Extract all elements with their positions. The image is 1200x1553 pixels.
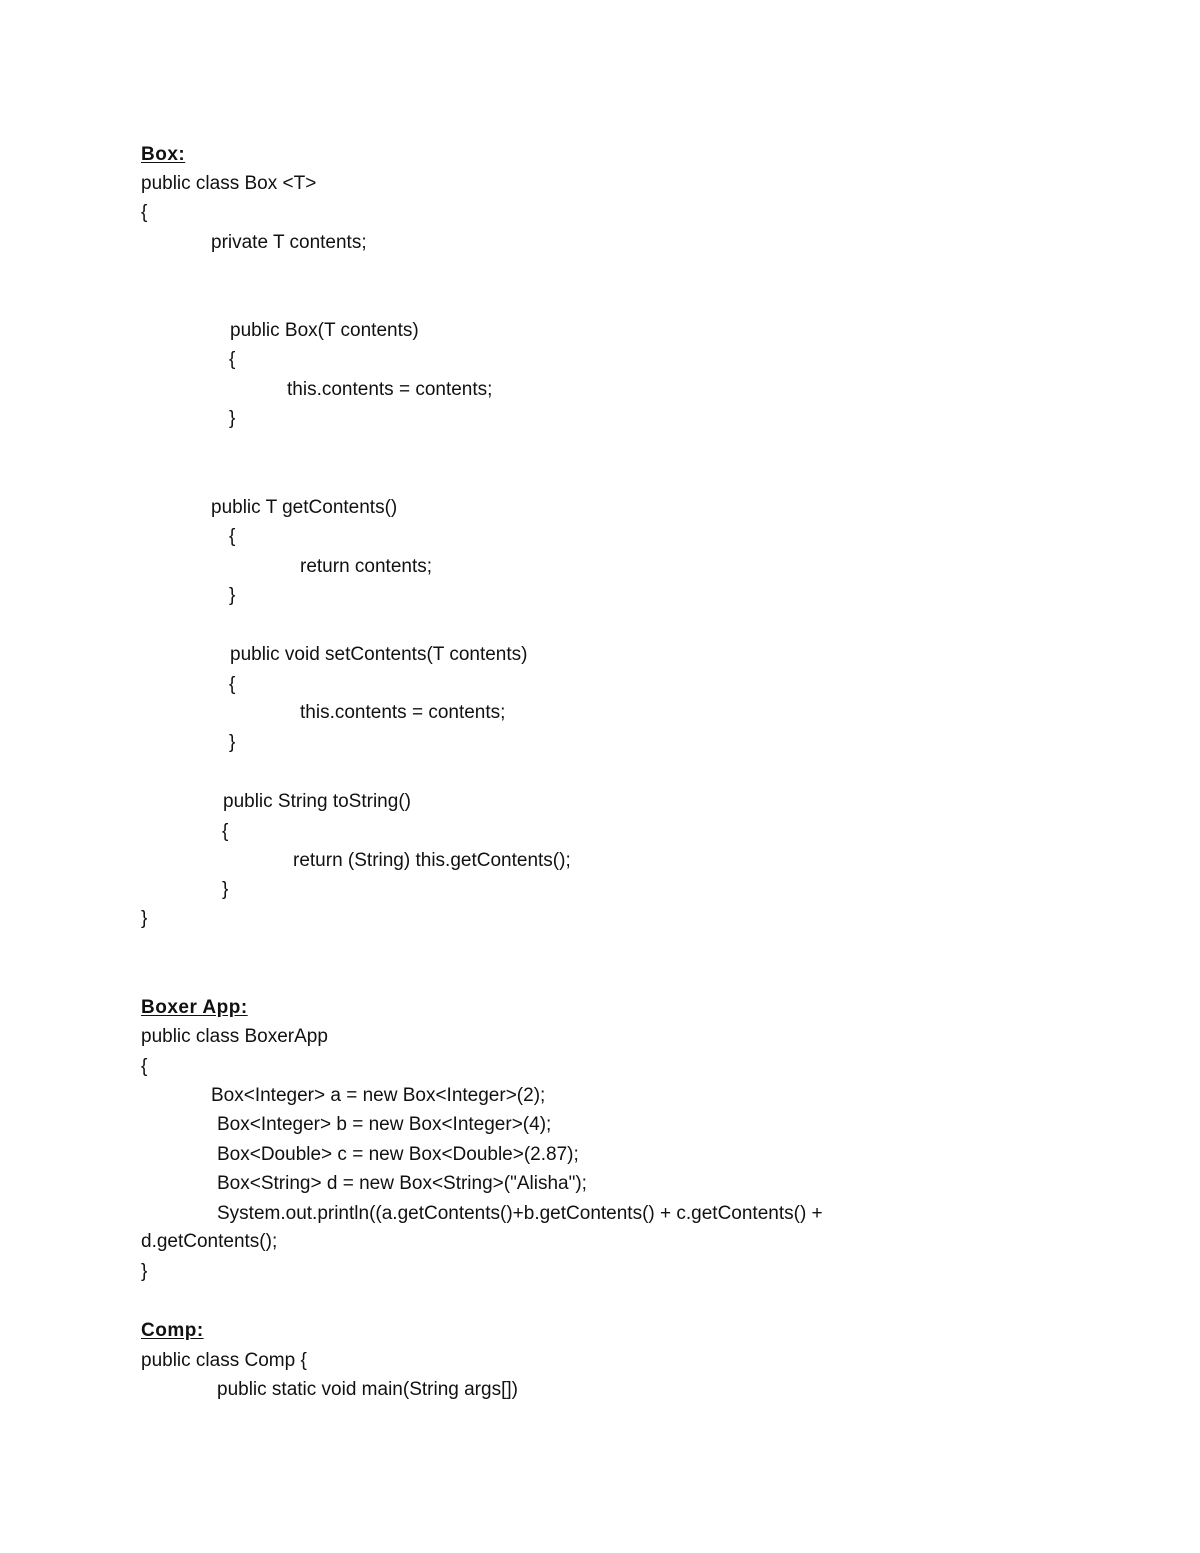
code-line: System.out.println((a.getContents()+b.getContents() + c.getContents() + [217,1203,823,1224]
code-line: return (String) this.getContents(); [293,850,571,871]
code-line: } [222,879,229,900]
code-line: } [141,1261,148,1282]
section-heading-box: Box: [141,144,186,165]
code-line: { [141,1056,148,1077]
code-line: public String toString() [223,791,411,812]
code-line: public static void main(String args[]) [217,1379,518,1400]
code-line: Box<Double> c = new Box<Double>(2.87); [217,1144,579,1165]
code-line: this.contents = contents; [300,702,506,723]
section-heading-boxer-app: Boxer App: [141,997,248,1018]
code-line: public class Box <T> [141,173,317,194]
code-line: d.getContents(); [141,1231,278,1252]
code-line: Box<Integer> a = new Box<Integer>(2); [211,1085,546,1106]
code-line: return contents; [300,556,433,577]
code-line: } [229,732,236,753]
code-line: Box<String> d = new Box<String>("Alisha"); [217,1173,587,1194]
code-line: this.contents = contents; [287,379,493,400]
code-line: } [229,408,236,429]
code-line: public void setContents(T contents) [230,644,528,665]
code-line: Box<Integer> b = new Box<Integer>(4); [217,1114,552,1135]
code-line: { [141,202,148,223]
code-line: { [229,349,236,370]
code-line: } [141,908,148,929]
code-line: { [229,526,236,547]
code-line: } [229,585,236,606]
section-heading-comp: Comp: [141,1320,204,1341]
code-line: public class Comp { [141,1350,307,1371]
code-line: { [222,821,229,842]
code-line: public T getContents() [211,497,398,518]
code-line: { [229,674,236,695]
code-line: public Box(T contents) [230,320,419,341]
code-line: public class BoxerApp [141,1026,328,1047]
code-line: private T contents; [211,232,367,253]
